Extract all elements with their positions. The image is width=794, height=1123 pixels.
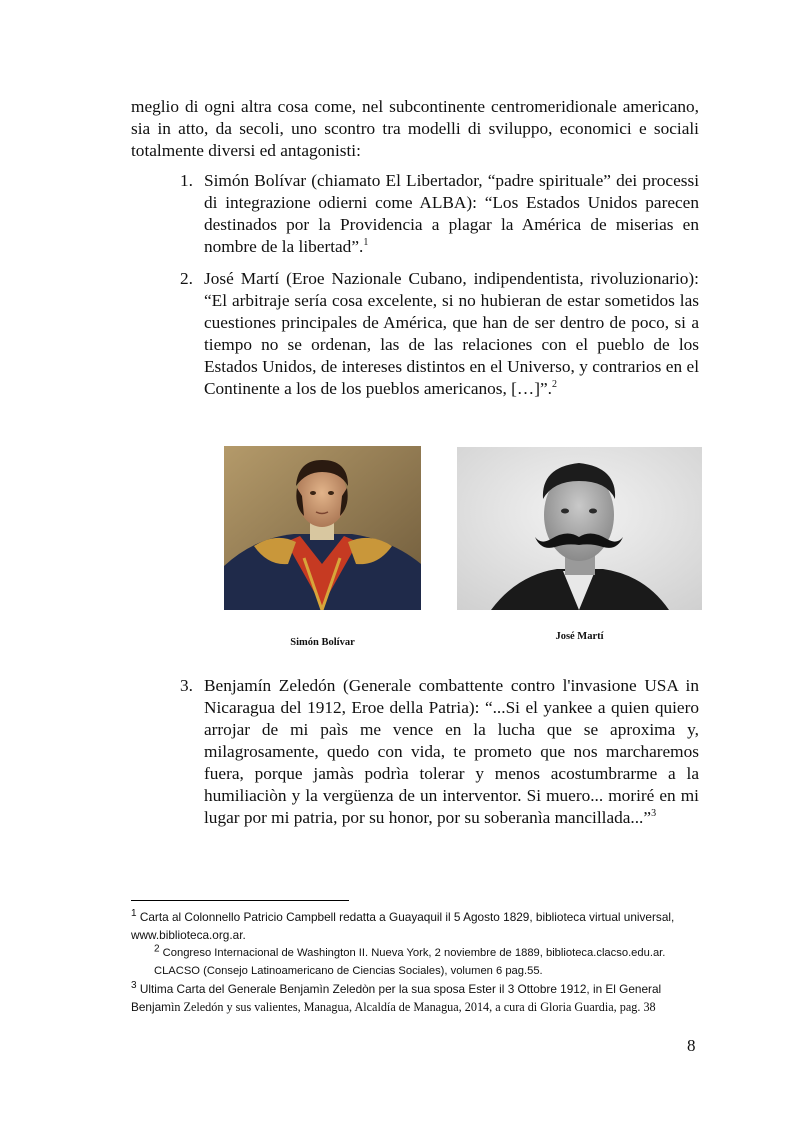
quote-list-2 — [180, 268, 699, 400]
footnote-2 — [131, 944, 699, 980]
item-number: 3. — [180, 676, 193, 695]
bolivar-portrait — [224, 446, 421, 610]
footnote-mark: 2 — [154, 943, 160, 955]
marti-portrait — [457, 447, 702, 610]
footnote-text: Ultima Carta del Generale Benjamìn Zeledòn per la sua sposa Ester il 3 Ottobre 1912, in El General Benjam — [131, 982, 662, 1014]
intro-paragraph: meglio di ogni altra cosa come, nel subcontinente centromeridionale americano, sia in atto, da secoli, uno scontro tra modelli di sviluppo, economici e sociali totalmente diversi ed antagonisti: — [131, 97, 699, 160]
footnotes — [131, 908, 699, 1016]
footnote-separator — [131, 900, 349, 901]
item-text: José Martí (Eroe Nazionale Cubano, indipendentista, rivoluzionario): “El arbitraje sería cosa excelente, si no hubieran de estar sometidos las cuestiones principales de América, que han de ser dentro de poco, si a tiempo no se ordenan, las de las relaciones con el pueblo de los Estados Unidos, de intereses distintos en el Universo, y contrarios en el Continente a los de los pueblos americanos, […]”. — [204, 269, 699, 398]
caption-marti: José Martí — [555, 631, 604, 642]
footnote-text-cont: ìn Zeledón y sus valientes, Managua, Alcaldía de Managua, 2014, a cura di Gloria Guardia, pag. 38 — [171, 1000, 656, 1014]
list-item — [180, 170, 699, 258]
item-number: 1. — [180, 171, 193, 190]
list-item — [180, 268, 699, 400]
footnote-ref[interactable]: 1 — [363, 237, 369, 249]
footnote-1 — [131, 908, 699, 944]
footnote-ref[interactable]: 3 — [651, 808, 657, 820]
quote-list — [180, 170, 699, 258]
footnote-ref[interactable]: 2 — [551, 379, 557, 391]
footnote-text: Congreso Internacional de Washington II. Nueva York, 2 noviembre de 1889, biblioteca.clacso.edu.ar. CLACSO (Consejo Latinoamericano de Ciencias Sociales), volumen 6 pag.55. — [154, 947, 666, 977]
page-number: 8 — [687, 1036, 696, 1055]
footnote-text: Carta al Colonnello Patricio Campbell redatta a Guayaquil il 5 Agosto 1829, biblioteca virtual universal, www.biblioteca.org.ar. — [131, 910, 675, 942]
caption-bolivar: Simón Bolívar — [290, 637, 355, 648]
item-text: Simón Bolívar (chiamato El Libertador, “padre spirituale” dei processi di integrazione odierni come ALBA): “Los Estados Unidos parecen destinados por la Providencia a plagar la América de miserias en nombre de la libertad”. — [204, 171, 699, 256]
quote-list-3 — [180, 675, 699, 829]
item-number: 2. — [180, 269, 193, 288]
list-item — [180, 675, 699, 829]
footnote-mark: 3 — [131, 980, 137, 992]
footnote-3 — [131, 980, 699, 1016]
item-text: Benjamín Zeledón (Generale combattente contro l'invasione USA in Nicaragua del 1912, Eroe della Patria): “...Si el yankee a quien quiero arrojar de mi paìs me vence en la lucha que se aproxima y, milagrosamente, quedo con vida, te prometo que nos marcharemos fuera, porque jamàs podrìa tolerar y menos acostumbrarme a la humiliaciòn y la vergüenza de un interventor. Si muero... moriré en mi lugar por mi patria, por su honor, por su soberanìa mancillada...” — [204, 676, 699, 827]
footnote-mark: 1 — [131, 908, 137, 920]
